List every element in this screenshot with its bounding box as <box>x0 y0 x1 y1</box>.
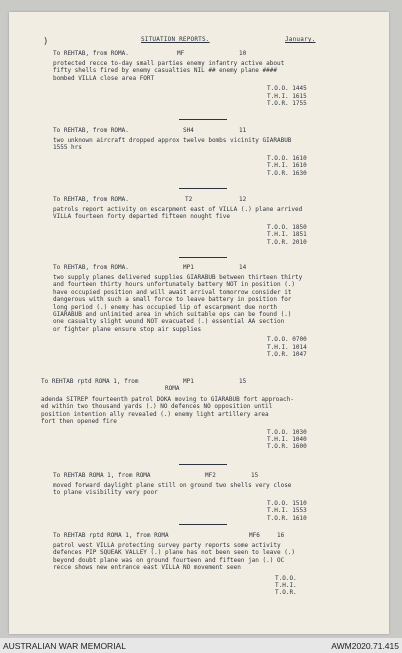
time-origin: T.O.O. 0700 <box>267 336 307 344</box>
message-line: recce shows new entrance east VILLA NO movement seen <box>53 564 241 572</box>
message-line: and fourteen thirty hours unfortunately battery NOT in position (.) <box>53 281 296 289</box>
message-route: To REHTAB, from ROMA. <box>53 127 129 134</box>
message-number: 15 <box>251 472 259 479</box>
divider <box>179 464 227 465</box>
message-route: To REHTAB, from ROMA. <box>53 264 129 271</box>
time-block <box>267 336 373 358</box>
time-handed-in: T.H.I. 1553 <box>267 507 307 515</box>
time-block <box>267 85 373 107</box>
time-received: T.O.R. <box>275 589 297 597</box>
divider <box>179 119 227 120</box>
message-line: position intention ally revealed (.) enemy light artillery area <box>41 410 269 418</box>
message-route: To REHTAB, from ROMA. <box>53 196 129 203</box>
punch-mark: ) <box>43 37 49 47</box>
time-received: T.O.R. 1755 <box>267 100 307 108</box>
message-line: ed within two thousand yards (.) NO defences NO opposition until <box>41 403 273 411</box>
message-number: 11 <box>239 127 247 134</box>
message-ref: MP1 <box>183 378 194 385</box>
message-number: 16 <box>277 532 285 539</box>
time-block <box>267 155 373 177</box>
time-origin: T.O.O. 1030 <box>267 428 307 436</box>
time-handed-in: T.H.I. 1610 <box>267 162 307 170</box>
message-line: long period (.) enemy has occupied lip of escarpment due north <box>53 303 277 311</box>
message-number: 14 <box>239 264 247 271</box>
divider <box>179 524 227 525</box>
message-number: 15 <box>239 378 247 385</box>
divider <box>179 257 227 258</box>
message-line: beyond doubt plane was on ground fourteen and fifteen jan (.) OC <box>53 556 285 564</box>
message-line: two unknown aircraft dropped approx twelve bombs vicinity GIARABUB <box>53 137 292 144</box>
time-origin: T.O.O. 1510 <box>267 499 307 507</box>
message-line: 1555 hrs <box>53 144 82 152</box>
time-origin: T.O.O. 1610 <box>267 154 307 162</box>
archive-footer <box>0 638 402 653</box>
message-number: 10 <box>239 50 247 57</box>
message-line: fifty shells fired by enemy casualties NIL ## enemy plane #### <box>53 67 277 75</box>
time-origin: T.O.O. 1445 <box>267 85 307 93</box>
message-ref: SH4 <box>183 127 194 134</box>
message-3 <box>53 196 373 246</box>
message-7 <box>53 532 373 597</box>
divider <box>179 188 227 189</box>
time-handed-in: T.H.I. 1040 <box>267 436 307 444</box>
message-route: To REHTAB ROMA 1, from ROMA <box>53 472 151 479</box>
time-received: T.O.R. 1610 <box>267 514 307 522</box>
time-origin: T.O.O. <box>275 574 297 582</box>
message-ref: T2 <box>185 196 193 203</box>
time-block <box>267 429 361 451</box>
message-route: To REHTAB rptd ROMA 1, from <box>41 378 139 385</box>
message-5 <box>41 378 361 451</box>
time-origin: T.O.O. 1850 <box>267 223 307 231</box>
message-ref: MP1 <box>183 264 194 271</box>
page-title: SITUATION REPORTS. <box>141 36 210 43</box>
message-line: adenda SITREP fourteenth patrol DOKA moving to GIARABUB fort approach- <box>41 396 294 403</box>
message-line: moved forward daylight plane still on ground two shells very close <box>53 482 292 489</box>
message-2 <box>53 127 373 177</box>
message-line: patrols report activity on escarpment east of VILLA (.) plane arrived <box>53 206 303 213</box>
document-page <box>9 12 389 634</box>
message-line: or fighter plane ensure stop air supplies <box>53 325 202 333</box>
message-line: one casualty slight wound NOT evacuated (.) essential AA section <box>53 318 285 326</box>
message-line: have occupied position and will await arrival tomorrow consider it <box>53 288 292 296</box>
message-line: to plane visibility very poor <box>53 489 158 497</box>
time-handed-in: T.H.I. <box>275 582 297 590</box>
message-route-line2: ROMA <box>165 385 180 392</box>
time-handed-in: T.H.I. 1851 <box>267 231 307 239</box>
time-handed-in: T.H.I. 1615 <box>267 92 307 100</box>
message-ref: MF6 <box>249 532 260 539</box>
message-route: To REHTAB rptd ROMA 1, from ROMA <box>53 532 169 539</box>
message-1 <box>53 50 373 107</box>
header-month: January. <box>285 36 316 43</box>
message-4 <box>53 264 373 358</box>
time-block <box>267 500 373 522</box>
time-received: T.O.R. 1600 <box>267 443 307 451</box>
time-received: T.O.R. 1047 <box>267 351 307 359</box>
time-handed-in: T.H.I. 1014 <box>267 343 307 351</box>
message-line: GIARABUB and unlimited area in which suitable ops can be found (.) <box>53 311 292 319</box>
message-number: 12 <box>239 196 247 203</box>
message-line: fort then opened fire <box>41 418 117 426</box>
time-received: T.O.R. 1630 <box>267 169 307 177</box>
message-route: To REHTAB, from ROMA. <box>53 50 129 57</box>
message-line: patrol west VILLA protecting survey party reports some activity <box>53 542 281 549</box>
message-line: bombed VILLA close area FORT <box>53 74 155 82</box>
time-received: T.O.R. 2010 <box>267 238 307 246</box>
footer-accession-number: AWM2020.71.415 <box>331 641 399 651</box>
message-line: protected recce to-day small parties enemy infantry active about <box>53 60 285 67</box>
footer-institution: AUSTRALIAN WAR MEMORIAL <box>3 641 126 651</box>
time-block <box>267 224 373 246</box>
message-ref: MF2 <box>205 472 216 479</box>
message-line: defences PIP SQUEAK VALLEY (.) plane has not been seen to leave (.) <box>53 549 296 557</box>
time-block <box>275 575 373 597</box>
message-line: VILLA fourteen forty departed fifteen nought five <box>53 213 231 221</box>
message-ref: MF <box>177 50 185 57</box>
message-line: two supply planes delivered supplies GIARABUB between thirteen thirty <box>53 274 303 281</box>
message-6 <box>53 472 373 522</box>
message-line: dangerous with such a small force to leave battery in position for <box>53 296 292 304</box>
